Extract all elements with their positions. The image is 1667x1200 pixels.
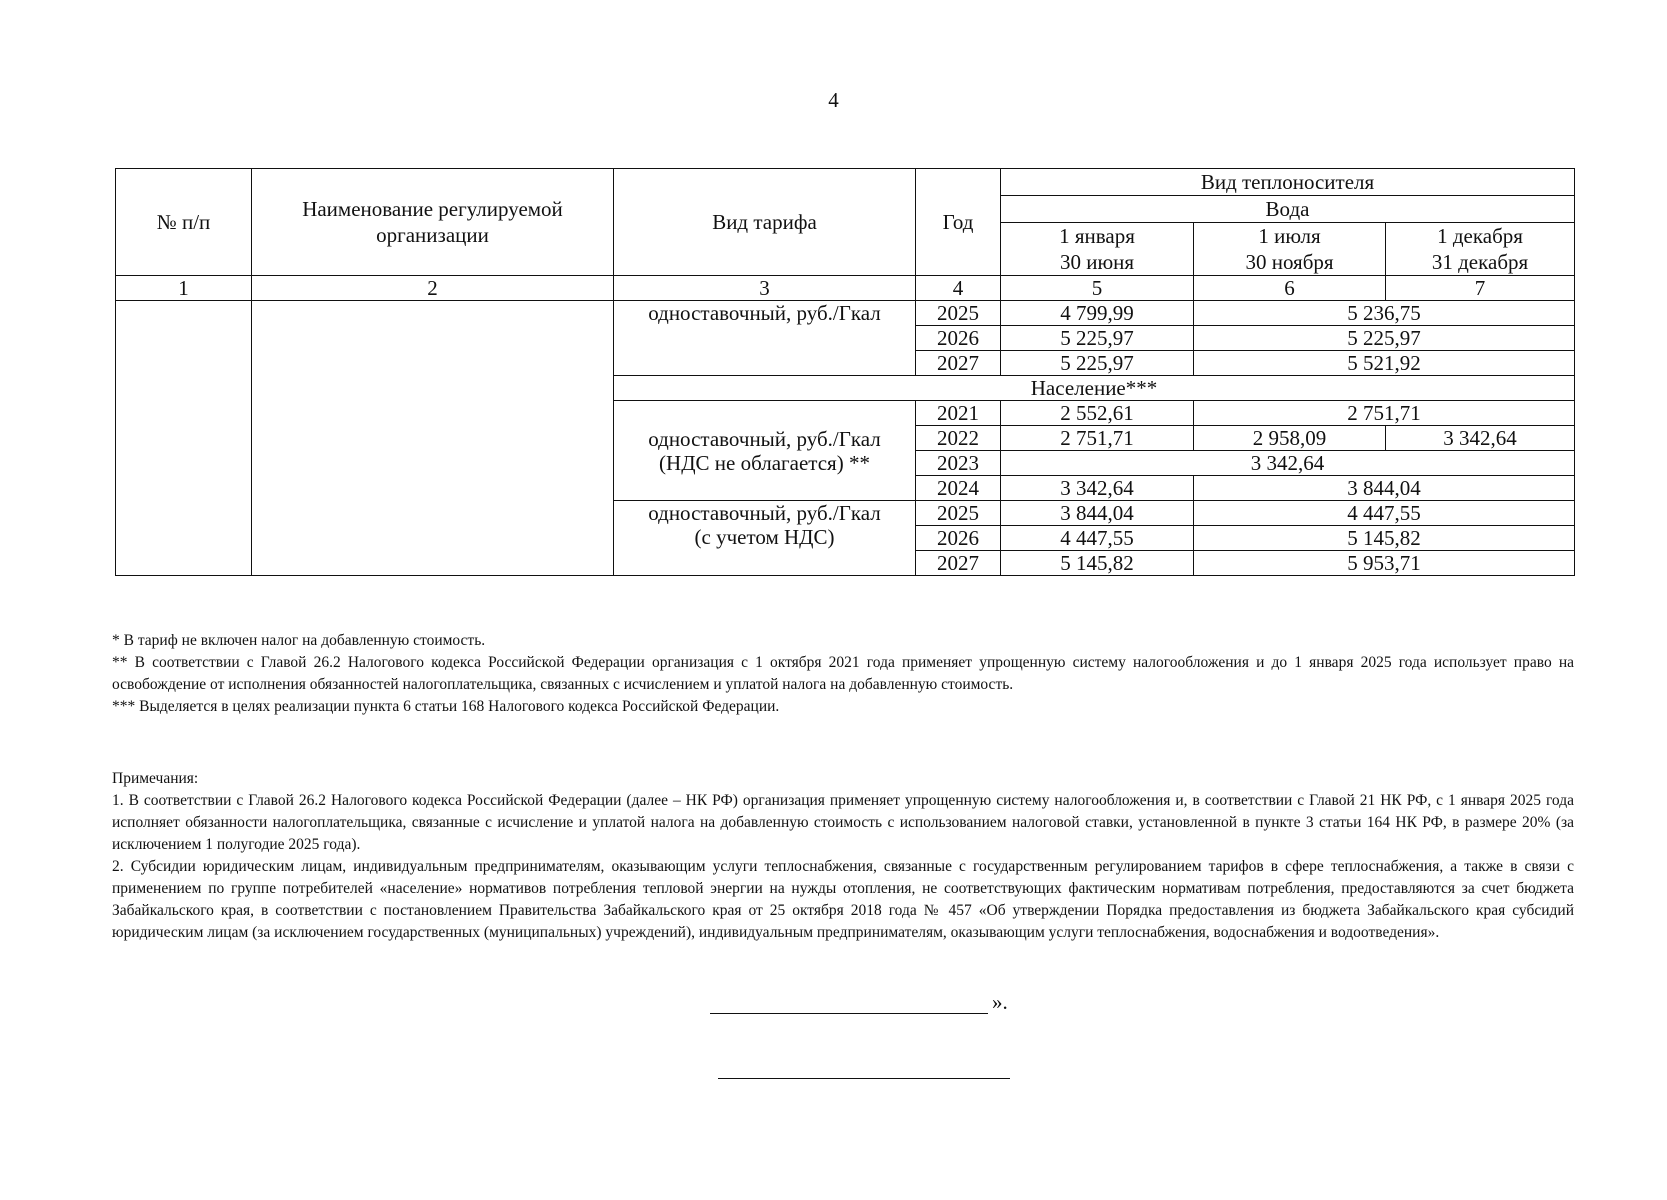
header-coolant-type: Вид теплоносителя [1001,169,1575,196]
separator-line [718,1078,1010,1079]
footnote-2: ** В соответствии с Главой 26.2 Налогового кодекса Российской Федерации организация с 1 октября 2021 года применяет упрощенную систему налогообложения и до 1 января 2025 года использует право на освобождение от исполнения обязанностей налогоплательщика, связанных с исчислением и уплатой налога на добавленную стоимость. [112,654,1574,693]
column-number: 6 [1194,276,1386,301]
value-cell: 3 342,64 [1001,476,1194,501]
value-cell: 3 342,64 [1386,426,1575,451]
table-row [116,301,1575,326]
footnotes [112,630,1574,718]
note-1: 1. В соответствии с Главой 26.2 Налогового кодекса Российской Федерации (далее – НК РФ) организация применяет упрощенную систему налогообложения и, в соответствии с Главой 21 НК РФ, с 1 января 2025 года исполняет обязанности налогоплательщика, связанные с исчисление и уплатой налога на добавленную стоимость с использованием налоговой ставки, установленной в пункте 3 статьи 164 НК РФ, в размере 20% (за исключением 1 полугодие 2025 года). [112,792,1574,853]
column-numbers-row [116,276,1575,301]
tariff-type-single-rate: одноставочный, руб./Гкал [614,301,916,376]
signature-line [710,1013,988,1014]
value-cell: 3 844,04 [1001,501,1194,526]
column-number: 5 [1001,276,1194,301]
header-tariff-type: Вид тарифа [614,169,916,276]
column-number: 4 [916,276,1001,301]
value-cell: 5 225,97 [1001,326,1194,351]
year-cell: 2022 [916,426,1001,451]
value-cell: 5 521,92 [1194,351,1575,376]
header-number: № п/п [116,169,252,276]
tariff-type-with-vat: одноставочный, руб./Гкал (с учетом НДС) [614,501,916,576]
column-number: 1 [116,276,252,301]
year-cell: 2027 [916,551,1001,576]
value-cell: 2 751,71 [1001,426,1194,451]
page-number: 4 [828,88,839,112]
header-period-3: 1 декабря 31 декабря [1386,223,1575,276]
year-cell: 2023 [916,451,1001,476]
population-label: Население*** [614,376,1575,401]
value-cell: 5 145,82 [1194,526,1575,551]
closing-quote-mark: ». [992,990,1008,1014]
year-cell: 2026 [916,526,1001,551]
year-cell: 2026 [916,326,1001,351]
note-2: 2. Субсидии юридическим лицам, индивидуальным предпринимателям, оказывающим услуги теплоснабжения, связанные с государственным регулированием тарифов в сфере теплоснабжения, а также в связи с применением по группе потребителей «население» нормативов потребления тепловой энергии на нужды отопления, не соответствующих фактическим нормативам потребления, предоставляются за счет бюджета Забайкальского края, в соответствии с постановлением Правительства Забайкальского края от 25 октября 2018 года № 457 «Об утверждении Порядка предоставления из бюджета Забайкальского края субсидий юридическим лицам (за исключением государственных (муниципальных) учреждений), индивидуальным предпринимателям, оказывающим услуги теплоснабжения, водоснабжения и водоотведения». [112,858,1574,941]
year-cell: 2021 [916,401,1001,426]
column-number: 3 [614,276,916,301]
value-cell: 5 225,97 [1194,326,1575,351]
value-cell: 2 958,09 [1194,426,1386,451]
year-cell: 2027 [916,351,1001,376]
column-number: 2 [252,276,614,301]
value-cell: 4 447,55 [1001,526,1194,551]
year-cell: 2025 [916,301,1001,326]
header-period-2: 1 июля 30 ноября [1194,223,1386,276]
value-cell: 3 844,04 [1194,476,1575,501]
value-cell: 5 953,71 [1194,551,1575,576]
notes-title: Примечания: [112,770,199,787]
year-cell: 2024 [916,476,1001,501]
value-cell: 5 145,82 [1001,551,1194,576]
header-year: Год [916,169,1001,276]
footnote-1: * В тариф не включен налог на добавленную стоимость. [112,632,486,649]
value-cell: 5 225,97 [1001,351,1194,376]
value-cell: 4 447,55 [1194,501,1575,526]
value-cell: 4 799,99 [1001,301,1194,326]
value-cell: 5 236,75 [1194,301,1575,326]
header-organization: Наименование регулируемой организации [252,169,614,276]
header-water: Вода [1001,196,1575,223]
tariff-table [115,168,1575,576]
tariff-type-no-vat: одноставочный, руб./Гкал (НДС не облагается) ** [614,401,916,501]
footnote-3: *** Выделяется в целях реализации пункта 6 статьи 168 Налогового кодекса Российской Федерации. [112,698,780,715]
notes [112,768,1574,944]
cell-number-empty [116,301,252,576]
value-cell: 3 342,64 [1001,451,1575,476]
value-cell: 2 552,61 [1001,401,1194,426]
cell-organization-empty [252,301,614,576]
year-cell: 2025 [916,501,1001,526]
header-period-1: 1 января 30 июня [1001,223,1194,276]
column-number: 7 [1386,276,1575,301]
value-cell: 2 751,71 [1194,401,1575,426]
